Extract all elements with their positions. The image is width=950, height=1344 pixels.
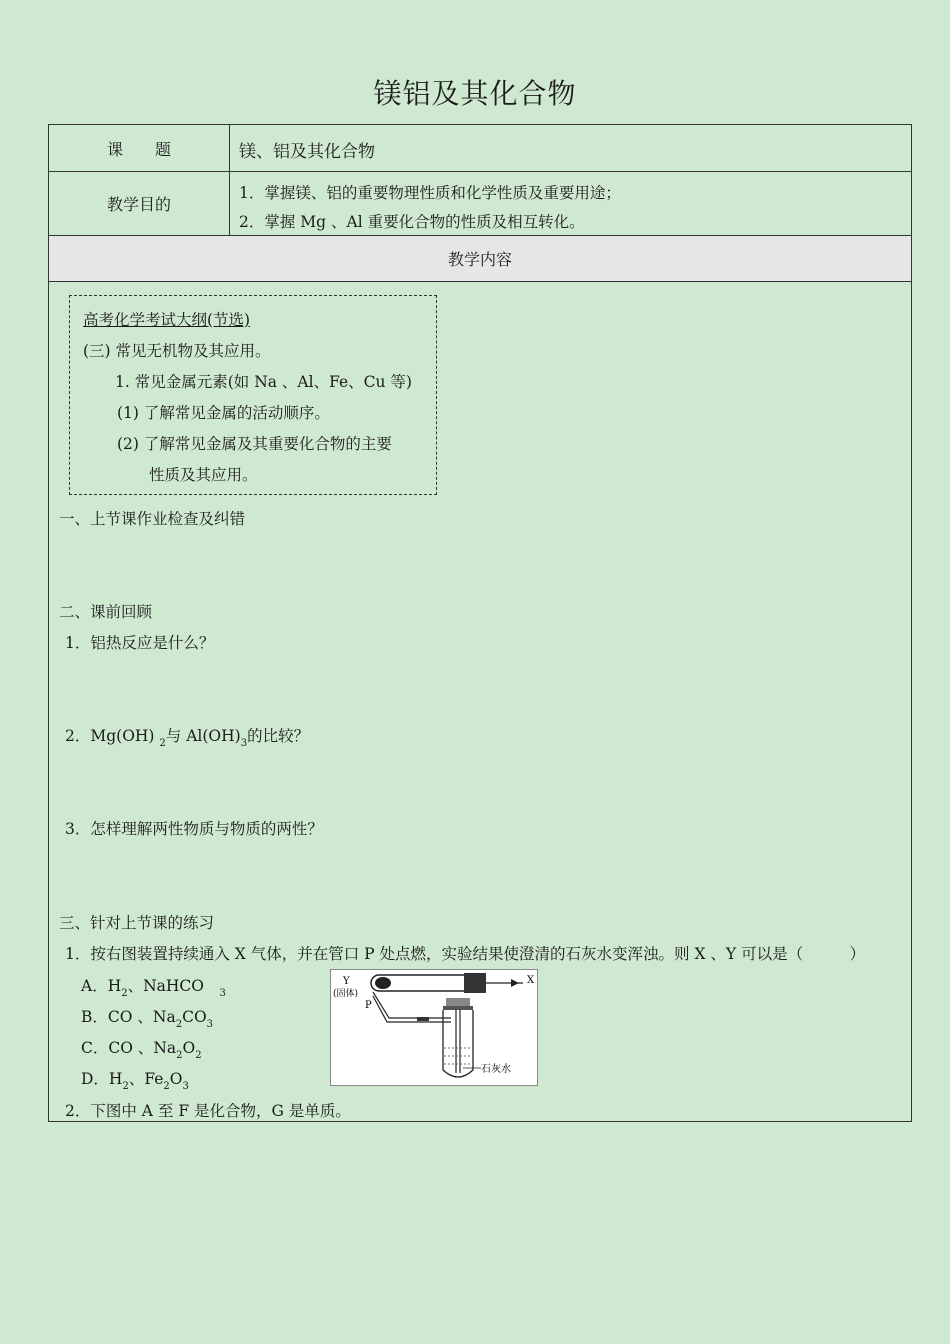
topic-row [49,125,911,172]
objective-row [49,172,911,236]
syllabus-box [69,295,437,495]
topic-label: 课 题 [49,125,230,171]
gas-pipe [373,992,451,1022]
option-d: D．$H_2$、$Fe_2O_3$ [81,1070,189,1092]
syllabus-line: (三) 常见无机物及其应用。 [83,342,271,360]
practice-question: 2．下图中 A 至 F 是化合物，G 是单质。 [65,1102,351,1120]
objective-line-1: 1．掌握镁、铝的重要物理性质和化学性质及重要用途； [239,184,621,202]
figure-label-x: X [527,975,535,986]
review-question: 2．Mg(OH) $_2$与 $Al(OH)_3$的比较？ [65,727,310,749]
figure-label-solid: (固体) [333,989,359,999]
objective-value [239,172,911,235]
test-tube [443,998,481,1077]
content-header: 教学内容 [49,236,911,282]
syllabus-line: (2) 了解常见金属及其重要化合物的主要 [117,435,392,453]
apparatus-diagram [331,970,537,1085]
content-area [49,282,911,1121]
apparatus-figure [330,969,538,1086]
section-heading: 二、课前回顾 [59,603,153,621]
option-b: B．CO 、$Na_2CO_3$ [81,1008,214,1030]
syllabus-line: (1) 了解常见金属的活动顺序。 [117,404,330,422]
syllabus-line: 1. 常见金属元素(如 Na 、Al、Fe、Cu 等) [115,373,412,391]
figure-label-limewater: 石灰水 [481,1064,511,1075]
page-title: 镁铝及其化合物 [373,77,577,110]
lesson-table [48,124,912,1122]
option-a: A．$H_2$、NaHCO $_3$ [81,977,226,999]
syllabus-line: 性质及其应用。 [149,466,258,484]
objective-line-2: 2．掌握 Mg 、Al 重要化合物的性质及相互转化。 [239,213,585,231]
tube-horizontal [371,973,523,993]
practice-question: 1．按右图装置持续通入 X 气体，并在管口 P 处点燃，实验结果使澄清的石灰水变浑浊。则 X 、Y 可以是（ ） [65,945,866,963]
syllabus-heading: 高考化学考试大纲(节选) [83,311,251,329]
section-heading: 三、针对上节课的练习 [59,914,215,932]
option-c: C．CO 、$Na_2O_2$ [81,1039,202,1061]
review-question: 1．铝热反应是什么？ [65,634,215,652]
topic-value [239,125,911,171]
objective-label: 教学目的 [49,172,230,235]
figure-label-p: P [365,1000,372,1011]
figure-label-y: Y [343,976,350,987]
section-heading: 一、上节课作业检查及纠错 [59,510,246,528]
topic-text: 镁、铝及其化合物 [239,142,375,162]
review-question: 3．怎样理解两性物质与物质的两性？ [65,820,323,838]
